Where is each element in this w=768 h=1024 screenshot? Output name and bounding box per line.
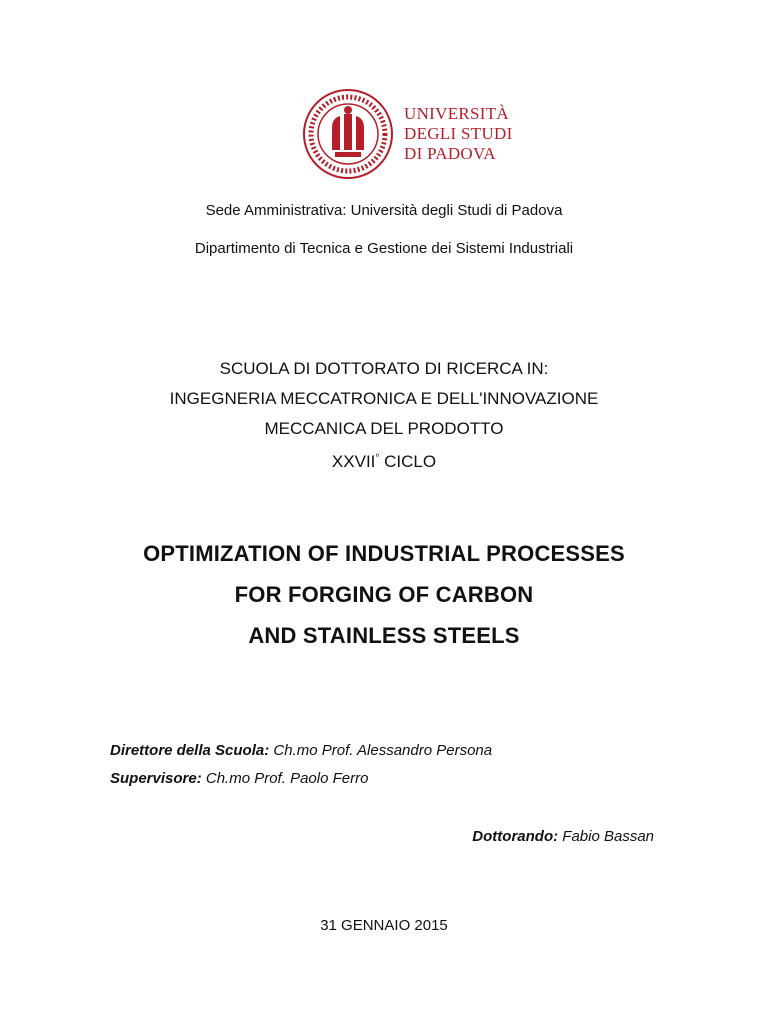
director-label: Direttore della Scuola: xyxy=(110,742,270,759)
title-line: FOR FORGING OF CARBON xyxy=(234,582,534,607)
cycle xyxy=(0,444,768,474)
doctoral-school xyxy=(0,354,768,474)
supervisor-label: Supervisore: xyxy=(110,770,202,787)
supervisor-name: Ch.mo Prof. Paolo Ferro xyxy=(201,770,369,787)
title-line: OPTIMIZATION OF INDUSTRIAL PROCESSES xyxy=(143,541,625,566)
title-line: AND STAINLESS STEELS xyxy=(248,623,520,648)
candidate-name: Fabio Bassan xyxy=(558,828,654,845)
department: Dipartimento di Tecnica e Gestione dei Sistemi Industriali xyxy=(194,240,574,257)
cycle-number: XXVII xyxy=(331,452,376,471)
administrative-seat: Sede Amministrativa: Università degli Studi di Padova xyxy=(205,202,563,219)
school-line: INGEGNERIA MECCATRONICA E DELL'INNOVAZIONE xyxy=(169,389,599,408)
school-line: SCUOLA DI DOTTORATO DI RICERCA IN: xyxy=(219,359,549,378)
school-line: MECCANICA DEL PRODOTTO xyxy=(264,419,504,438)
university-seal-icon xyxy=(302,88,394,180)
university-name-line: DI PADOVA xyxy=(404,144,496,163)
director-row xyxy=(110,737,492,765)
cycle-suffix: CICLO xyxy=(379,452,437,471)
university-logo xyxy=(302,88,513,180)
supervisor-row xyxy=(110,765,492,793)
supervisors xyxy=(110,737,492,793)
director-name: Ch.mo Prof. Alessandro Persona xyxy=(269,742,493,759)
date: 31 GENNAIO 2015 xyxy=(320,917,448,934)
cycle-degree: ° xyxy=(375,453,380,464)
university-name-line: UNIVERSITÀ xyxy=(404,104,509,123)
candidate-label: Dottorando: xyxy=(472,828,559,845)
university-name-line: DEGLI STUDI xyxy=(404,124,513,143)
university-name xyxy=(404,104,513,164)
candidate-row xyxy=(472,828,654,845)
thesis-title xyxy=(0,533,768,656)
